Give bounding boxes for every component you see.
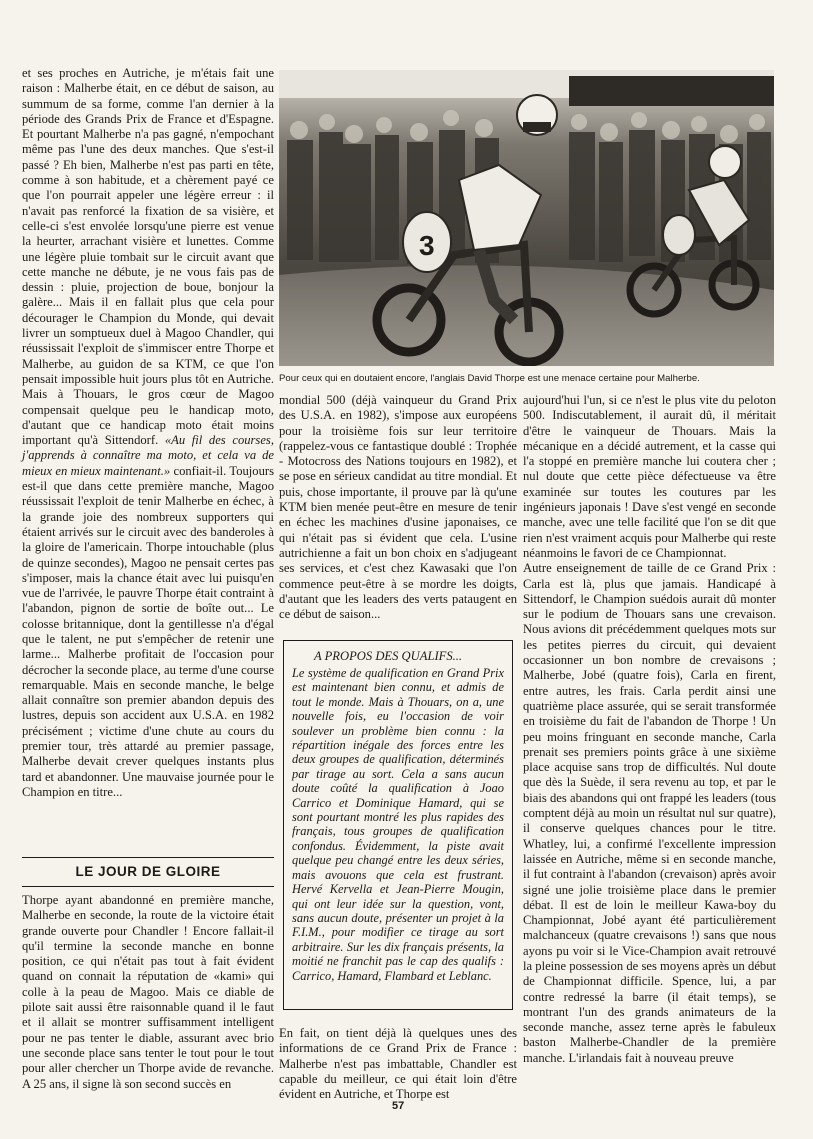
article-column-3: [523, 393, 776, 1066]
photo-caption: Pour ceux qui en doutaient encore, l'anglais David Thorpe est une menace certaine pour Malherbe.: [279, 373, 700, 384]
section-heading: LE JOUR DE GLOIRE: [22, 857, 274, 887]
article-column-1-continued: [22, 893, 274, 1092]
motocross-photo-illustration: [279, 70, 774, 366]
sidebar-box: [283, 640, 513, 1010]
article-column-1: [22, 66, 274, 800]
article-column-2-continued: [279, 1026, 517, 1102]
box-title: A PROPOS DES QUALIFS...: [314, 649, 463, 663]
paragraph: En fait, on tient déjà là quelques unes des informations de ce Grand Prix de France : Malherbe n'est pas imbattable, Chandler est capable du meilleur, ce qui était loin d'être évident en Autriche, et Thorpe est: [279, 1026, 517, 1102]
svg-text:3: 3: [419, 230, 435, 261]
page-number: 57: [392, 1100, 405, 1112]
paragraph: et ses proches en Autriche, je m'étais fait une raison : Malherbe était, en ce début de saison, au summum de sa forme, comme l'an dernier à la période des Grands Prix de France et d'Espagne. Et pourtant Malherbe n'a pas gagné, n'empochant même pas l'une des deux manches. Que s'est-il passé ? Eh bien, Malherbe n'est pas parti en tête, comme à son habitude, et a chèrement payé ce que l'on pourrait appeler une légère erreur : il n'avait pas renforcé la fixation de sa visière, et celle-ci s'est envolée lorsqu'une pierre est venue la heurter, arrachant visière et lunettes. Comme une légère pluie tombait sur le circuit avant que cette manche ne débute, je ne vous fais pas de dessin : pluie, projection de boue, bonjour la galère... Mais il en fallait plus que cela pour décourager le Champion du Monde, qui devait livrer un somptueux duel à Magoo Chandler, qui réussissait l'exploit de s'immiscer entre Thorpe et Malherbe, au guidon de sa KTM, ce que l'on pensait impossible huit jours plus tôt en Autriche. Mais à Thouars, le gros cœur de Magoo compensait quelque peu le handicap moto, d'autant que ce handicap moto était moins important qu'à Sittendorf. «Au fil des courses, j'apprends à connaître ma moto, et cela va de mieux en mieux maintenant.» confiait-il. Toujours est-il que dans cette première manche, Magoo réussissait l'exploit de tenir Malherbe en échec, à la grande joie des nombreux supporters qui étaient arrivés sur le circuit avec des banderoles à la gloire de l'americain. Thorpe intouchable (plus de quinze secondes), Magoo ne pensait certes pas s'imposer, mais la chance était avec lui puisqu'en vue de l'arrivée, le pauvre Thorpe était contraint à l'abandon, pignon de sortie de boîte out... Le colosse britannique, dont la gentillesse n'a d'égal que le talent, ne put s'empêcher de retenir une larme... Malherbe profitait de l'occasion pour décrocher la seconde place, au terme d'une course remarquable. Mais en seconde manche, le belge allait connaître son premier abandon depuis des lustres, depuis son accident aux U.S.A. en 1982 précisément ; victime d'une chute au cours du premier tour, très attardé au premier passage, Malherbe devait crever quelques instants plus tard et abandonner. Une mauvaise journée pour le Champion en titre...: [22, 66, 274, 799]
paragraph: Thorpe ayant abandonné en première manche, Malherbe en seconde, la route de la victoire était grande ouverte pour Chandler ! Encore fallait-il qu'il termine la seconde manche en bonne position, ce qui n'était pas tout à fait évident quand on connait la réputation de «kami» qui colle à la peau de Magoo. Mais ce diable de pilote sait aussi être raisonnable quand il le faut et il allait se montrer suffisamment intelligent pour ne pas tenter le diable, assurant avec brio une seconde place sans tenter le tout pour le tout pour aller chercher un Thorpe avide de revanche. A 25 ans, il signe là son second succès en: [22, 893, 274, 1091]
race-photo: [279, 70, 774, 366]
paragraph: Autre enseignement de taille de ce Grand Prix : Carla est là, plus que jamais. Handicapé à Sittendorf, le Champion suédois aurait dû monter sur le podium de Thouars sans une crevaison. Nous avions dit précédemment quelques mots sur les petites pierres du circuit, qui devaient occasionner un bon nombre de crevaisons ; Malherbe, Jobé (quatre fois), Carla en firent, entre autres, les frais. Carla perdit ainsi une quatrième place assurée, qui se serait transformée en troisième du fait de l'abandon de Thorpe ! Un peu moins fringuant en seconde manche, Carla prenait ses premiers points grâce à une sixième place acquise sans trop de difficultés. Nul doute que dès la Suède, il sera revenu au top, et par le biais des abandons qui ont frappé les leaders (tous comptent déjà au moin un résultat nul sur quatre), il conserve quelques chances pour le titre. Whatley, lui, a confirmé l'excellente impression laissée en Autriche, même si en seconde manche, il fut contraint à l'abandon (crevaison) après avoir signé une jolie troisième place dans le premier débat. Il est de loin le meilleur Kawa-boy du Championnat, Jobé ayant été particulièrement malchanceux (quatre crevaisons !) sans que nous ayons pu voir si le Vice-Champion avait retrouvé la pleine possession de ses moyens après un début de Championnat difficile. Spence, lui, a par contre redressé la barre (il était temps), se montrant l'un des grands animateurs de la seconde manche, assez terne après le fabuleux baston Malherbe-Chandler de la première manche. L'irlandais fait à nouveau preuve: [523, 561, 776, 1065]
paragraph: mondial 500 (déjà vainqueur du Grand Prix des U.S.A. en 1982), s'impose aux européens pour la troisième fois sur leur territoire (rappelez-vous ce fantastique doublé : Trophée - Motocross des Nations toujours en 1982), et se pose en sérieux candidat au titre mondial. Et puis, chose importante, il prouve par là qu'une KTM bien menée peut-être en mesure de tenir en échec les machines d'usine japonaises, ce qui n'était pas si évident que cela. L'usine autrichienne a fait un bon choix en s'adjugeant ses services, et c'est chez Kawasaki que l'on commence peut-être à se mordre les doigts, d'autant que les leaders des verts pataugent en ce début de saison...: [279, 393, 517, 622]
pilot-quote: «Au fil des courses, j'apprends à connaître ma moto, et cela va de mieux en mieux maintenant.»: [22, 433, 274, 478]
article-column-2: [279, 393, 517, 622]
box-text: Le système de qualification en Grand Prix est maintenant bien connu, et admis de tout le monde. Mais à Thouars, on a, une nouvelle fois, eu l'occasion de voir soulever un problème bien connu : la répartition inégale des forces entre les deux groupes de qualification, déterminés par tirage au sort. Cela a sans aucun doute coûté la qualification à Joao Carrico et Dominique Hamard, qui se sont pourtant montré les plus rapides des français, tous groupes de qualification confondus. Évidemment, la piste avait quelque peu changé entre les deux séries, mais avouons que cela est frustrant. Hervé Kervella et Jean-Pierre Mougin, qui ont leur idée sur la question, vont, sans aucun doute, présenter un projet à la F.I.M., pour modifier ce tirage au sort arbitraire. Sur les dix français présents, la moitié ne franchit pas le cap des qualifs : Carrico, Hamard, Flambard et Leblanc.: [292, 666, 504, 983]
paragraph: aujourd'hui l'un, si ce n'est le plus vite du peloton 500. Indiscutablement, il aurait dû, il méritait d'être le vainqueur de Thouars. Mais la mécanique en a décidé autrement, et la casse qui l'a stoppé en première manche lui coutera cher ; nul doute que cette pièce défectueuse va être examinée sur toutes les coutures par les ingénieurs japonais ! Dave s'est vengé en seconde manche, avec une telle facilité que l'on se dit que rien n'est vraiment acquis pour Malherbe qui reste néanmoins le favori de ce Championnat.: [523, 393, 776, 560]
